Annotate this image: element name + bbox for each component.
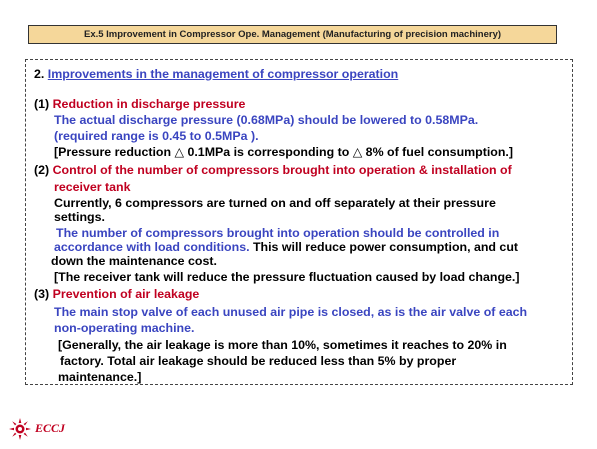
item-2-line-4-blue: accordance with load conditions. bbox=[54, 240, 250, 254]
item-2-line-3: The number of compressors brought into operation should be controlled in bbox=[56, 226, 500, 240]
item-1-line-2: (required range is 0.45 to 0.5MPa ). bbox=[54, 129, 259, 143]
item-1-line-3: [Pressure reduction △ 0.1MPa is corresponding to △ 8% of fuel consumption.] bbox=[54, 145, 513, 159]
content-panel bbox=[25, 59, 573, 385]
item-3-line-1: The main stop valve of each unused air pipe is closed, as is the air valve of each bbox=[54, 305, 528, 319]
eccj-logo bbox=[9, 418, 89, 440]
item-1-heading bbox=[34, 96, 245, 112]
section-title: Improvements in the management of compressor operation bbox=[47, 67, 399, 81]
item-2-title-line-1: Control of the number of compressors brought into operation & installation of bbox=[52, 163, 512, 177]
item-2-line-2: settings. bbox=[54, 210, 105, 224]
item-2-line-1: Currently, 6 compressors are turned on and off separately at their pressure bbox=[54, 196, 496, 210]
sunburst-logo-icon bbox=[9, 418, 31, 440]
item-3-heading bbox=[34, 286, 199, 302]
item-1-line-1: The actual discharge pressure (0.68MPa) should be lowered to 0.58MPa. bbox=[54, 113, 479, 127]
logo-text: ECCJ bbox=[35, 421, 66, 435]
item-2-line-4-black: This will reduce power consumption, and cut bbox=[249, 240, 519, 254]
section-number: 2. bbox=[34, 67, 45, 81]
slide-title: Ex.5 Improvement in Compressor Ope. Management (Manufacturing of precision machinery) bbox=[28, 25, 557, 44]
item-2-line-6: [The receiver tank will reduce the pressure fluctuation caused by load change.] bbox=[54, 270, 520, 284]
item-1-title: Reduction in discharge pressure bbox=[52, 97, 246, 111]
item-3-line-5: maintenance.] bbox=[58, 370, 142, 384]
item-2-title-line-2: receiver tank bbox=[54, 180, 131, 194]
item-3-line-2: non-operating machine. bbox=[54, 321, 195, 335]
item-2-heading bbox=[34, 162, 512, 178]
item-2-line-5: down the maintenance cost. bbox=[51, 254, 217, 268]
item-3-line-4: factory. Total air leakage should be reduced less than 5% by proper bbox=[60, 354, 457, 368]
item-3-line-3: [Generally, the air leakage is more than 10%, sometimes it reaches to 20% in bbox=[58, 338, 507, 352]
section-heading bbox=[34, 66, 398, 82]
item-3-title: Prevention of air leakage bbox=[52, 287, 200, 301]
item-3-number: (3) bbox=[34, 287, 50, 301]
item-2-number: (2) bbox=[34, 163, 50, 177]
item-1-number: (1) bbox=[34, 97, 50, 111]
